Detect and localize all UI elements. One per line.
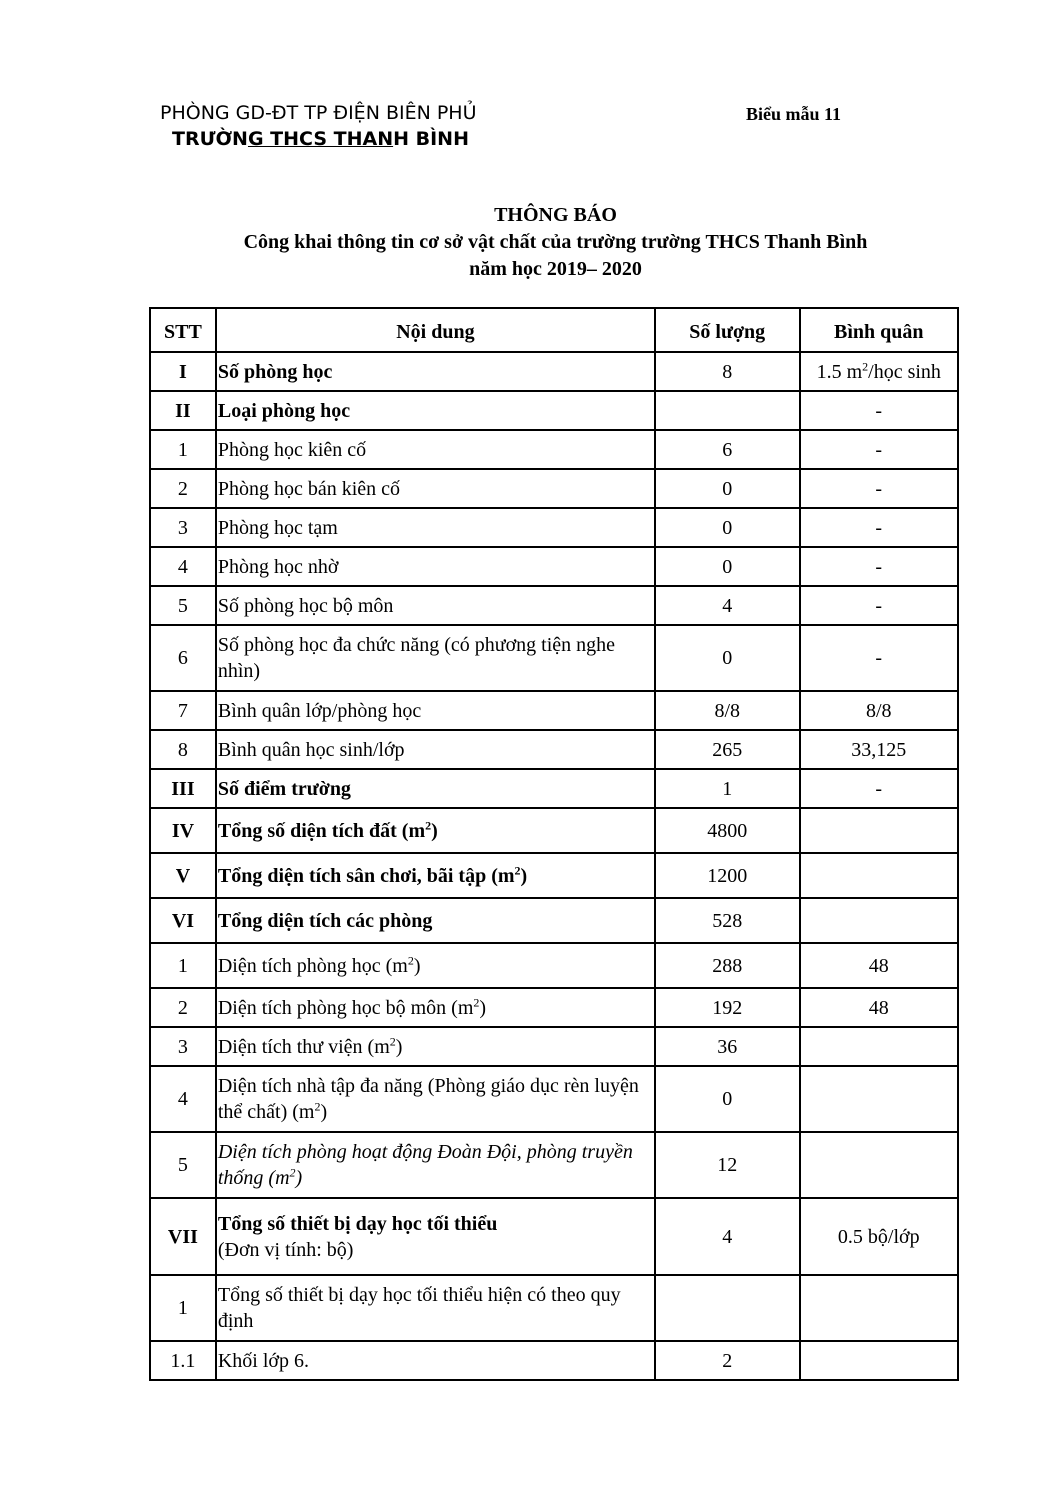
cell-content: [216, 943, 655, 988]
department-name: PHÒNG GD-ĐT TP ĐIỆN BIÊN PHỦ: [160, 102, 477, 124]
cell-quantity: 2: [655, 1341, 800, 1380]
cell-quantity: [655, 1275, 800, 1341]
cell-content: [216, 769, 655, 808]
average-text: 8/8: [865, 699, 892, 722]
table-row: [150, 988, 958, 1027]
content-text: Diện tích thư viện (m: [217, 1035, 390, 1058]
content-text: Tổng số diện tích đất (m: [217, 819, 426, 842]
cell-average: [800, 769, 959, 808]
content-text: Diện tích phòng học bộ môn (m: [217, 996, 474, 1019]
cell-quantity: 265: [655, 730, 800, 769]
table-row: [150, 943, 958, 988]
table-row: [150, 352, 958, 391]
average-text: -: [875, 555, 883, 578]
cell-average: [800, 730, 959, 769]
cell-quantity: 1200: [655, 853, 800, 898]
average-text: -: [875, 399, 883, 422]
content-suffix: ): [295, 1167, 303, 1189]
average-text: 0.5 bộ/lớp: [837, 1225, 920, 1248]
content-suffix: ): [520, 864, 528, 887]
cell-stt: 4: [150, 547, 216, 586]
cell-content: [216, 547, 655, 586]
table-row: [150, 586, 958, 625]
cell-average: [800, 1132, 959, 1198]
cell-stt: 4: [150, 1066, 216, 1132]
cell-content: [216, 1027, 655, 1066]
cell-quantity: [655, 391, 800, 430]
cell-content: [216, 1198, 655, 1275]
table-row: [150, 1132, 958, 1198]
table-row: [150, 853, 958, 898]
cell-quantity: 0: [655, 1066, 800, 1132]
cell-content: [216, 469, 655, 508]
superscript: 2: [407, 952, 414, 967]
average-text: -: [875, 477, 883, 500]
cell-average: [800, 547, 959, 586]
content-text: Bình quân học sinh/lớp: [217, 738, 405, 761]
superscript: 2: [389, 1033, 396, 1048]
content-text: Số phòng học: [217, 360, 333, 383]
cell-quantity: 288: [655, 943, 800, 988]
table-row: [150, 730, 958, 769]
cell-stt: 5: [150, 586, 216, 625]
cell-quantity: 8: [655, 352, 800, 391]
cell-content: [216, 808, 655, 853]
content-text: Số phòng học bộ môn: [217, 594, 394, 617]
title-subtitle: Công khai thông tin cơ sở vật chất của trường trường THCS Thanh Bình: [243, 231, 868, 253]
average-text: -: [875, 594, 883, 617]
table-header-row: [150, 308, 958, 352]
table-row: [150, 1027, 958, 1066]
average-text: 48: [868, 954, 889, 977]
table-row: [150, 391, 958, 430]
cell-average: [800, 1341, 959, 1380]
cell-content: [216, 853, 655, 898]
cell-average: [800, 853, 959, 898]
average-text: 48: [868, 996, 889, 1019]
cell-quantity: 12: [655, 1132, 800, 1198]
cell-average: [800, 1275, 959, 1341]
cell-average: [800, 625, 959, 691]
table-row: [150, 430, 958, 469]
form-label: Biểu mẫu 11: [746, 104, 842, 124]
average-text: 1.5 m: [816, 360, 863, 383]
cell-stt: II: [150, 391, 216, 430]
cell-stt: 5: [150, 1132, 216, 1198]
cell-stt: VII: [150, 1198, 216, 1275]
cell-average: [800, 391, 959, 430]
table-row: [150, 625, 958, 691]
cell-average: [800, 508, 959, 547]
content-text: Phòng học nhờ: [217, 555, 339, 578]
cell-quantity: 0: [655, 508, 800, 547]
cell-average: [800, 1027, 959, 1066]
superscript: 2: [425, 817, 432, 832]
column-header-stt: STT: [150, 308, 216, 352]
cell-stt: 1.1: [150, 1341, 216, 1380]
content-text: Phòng học kiên cố: [217, 438, 367, 461]
document-title: [0, 202, 1061, 283]
content-text: Tổng số thiết bị dạy học tối thiểu hiện có theo quy định: [217, 1284, 621, 1332]
cell-quantity: 36: [655, 1027, 800, 1066]
cell-average: [800, 1066, 959, 1132]
cell-quantity: 0: [655, 547, 800, 586]
table-row: [150, 508, 958, 547]
cell-average: [800, 469, 959, 508]
cell-stt: 2: [150, 469, 216, 508]
content-text: Tổng diện tích sân chơi, bãi tập (m: [217, 864, 515, 887]
issuing-authority: [160, 100, 477, 152]
cell-stt: 6: [150, 625, 216, 691]
table-row: [150, 1275, 958, 1341]
table-row: [150, 898, 958, 943]
cell-quantity: 0: [655, 469, 800, 508]
content-suffix: ): [320, 1101, 328, 1123]
content-suffix: ): [479, 996, 487, 1019]
cell-content: [216, 586, 655, 625]
school-name: [160, 126, 477, 152]
average-text: -: [875, 777, 883, 800]
cell-content: [216, 730, 655, 769]
school-name-part: H BÌNH: [393, 128, 469, 150]
superscript: 2: [473, 994, 480, 1009]
table-row: [150, 808, 958, 853]
column-header-average: Bình quân: [800, 308, 959, 352]
cell-quantity: 4800: [655, 808, 800, 853]
cell-stt: 3: [150, 1027, 216, 1066]
cell-average: [800, 586, 959, 625]
column-header-quantity: Số lượng: [655, 308, 800, 352]
school-name-part: TRƯỜN: [172, 128, 248, 150]
average-suffix: /học sinh: [868, 360, 941, 383]
cell-content: [216, 625, 655, 691]
cell-quantity: 0: [655, 625, 800, 691]
table-row: [150, 1198, 958, 1275]
cell-quantity: 4: [655, 586, 800, 625]
content-text: Phòng học bán kiên cố: [217, 477, 401, 500]
cell-average: [800, 943, 959, 988]
cell-stt: 1: [150, 1275, 216, 1341]
content-text: Loại phòng học: [217, 399, 351, 422]
cell-content: [216, 898, 655, 943]
cell-quantity: 192: [655, 988, 800, 1027]
content-text: Bình quân lớp/phòng học: [217, 699, 422, 722]
cell-average: [800, 1198, 959, 1275]
cell-stt: 8: [150, 730, 216, 769]
content-text: Khối lớp 6.: [217, 1349, 309, 1372]
cell-content: [216, 691, 655, 730]
table-row: [150, 1066, 958, 1132]
title-school-year: năm học 2019– 2020: [469, 258, 642, 280]
cell-quantity: 4: [655, 1198, 800, 1275]
cell-stt: 3: [150, 508, 216, 547]
average-text: 33,125: [851, 738, 907, 761]
cell-content: [216, 508, 655, 547]
table-row: [150, 769, 958, 808]
content-text: Phòng học tạm: [217, 516, 338, 539]
content-text: Tổng diện tích các phòng: [217, 909, 433, 932]
superscript: 2: [314, 1099, 321, 1114]
cell-content: [216, 1066, 655, 1132]
cell-quantity: 6: [655, 430, 800, 469]
cell-quantity: 8/8: [655, 691, 800, 730]
table-row: [150, 547, 958, 586]
cell-content: [216, 1275, 655, 1341]
cell-content: [216, 1132, 655, 1198]
cell-stt: V: [150, 853, 216, 898]
table-row: [150, 1341, 958, 1380]
cell-stt: IV: [150, 808, 216, 853]
content-suffix: ): [431, 819, 438, 842]
cell-average: [800, 430, 959, 469]
average-text: -: [875, 438, 883, 461]
content-text: Số phòng học đa chức năng (có phương tiện nghe nhìn): [217, 634, 616, 682]
content-text: Tổng số thiết bị dạy học tối thiểu: [217, 1212, 498, 1235]
cell-content: [216, 988, 655, 1027]
cell-quantity: 528: [655, 898, 800, 943]
title-heading: THÔNG BÁO: [494, 204, 617, 226]
cell-content: [216, 391, 655, 430]
table-row: [150, 691, 958, 730]
cell-content: [216, 352, 655, 391]
content-text: Số điểm trường: [217, 777, 351, 800]
content-suffix: ): [413, 954, 421, 977]
column-header-content: Nội dung: [216, 308, 655, 352]
table-row: [150, 469, 958, 508]
content-text: Diện tích phòng hoạt động Đoàn Đội, phòng truyền thống (m: [217, 1141, 633, 1189]
cell-stt: I: [150, 352, 216, 391]
content-note: (Đơn vị tính: bộ): [217, 1238, 354, 1261]
cell-stt: 1: [150, 943, 216, 988]
cell-quantity: 1: [655, 769, 800, 808]
content-text: Diện tích phòng học (m: [217, 954, 408, 977]
cell-stt: III: [150, 769, 216, 808]
cell-stt: 7: [150, 691, 216, 730]
facilities-table: [149, 307, 959, 1381]
superscript: 2: [514, 862, 521, 877]
superscript: 2: [289, 1165, 296, 1180]
average-text: -: [875, 647, 883, 669]
cell-stt: 2: [150, 988, 216, 1027]
cell-stt: 1: [150, 430, 216, 469]
content-text: Diện tích nhà tập đa năng (Phòng giáo dục rèn luyện thể chất) (m: [217, 1075, 639, 1123]
cell-average: [800, 691, 959, 730]
cell-stt: VI: [150, 898, 216, 943]
school-name-underlined: G THCS THAN: [247, 128, 394, 150]
cell-content: [216, 1341, 655, 1380]
cell-average: [800, 898, 959, 943]
average-text: -: [875, 516, 883, 539]
content-suffix: ): [395, 1035, 403, 1058]
cell-average: [800, 808, 959, 853]
superscript: 2: [862, 358, 869, 373]
cell-average: [800, 988, 959, 1027]
cell-content: [216, 430, 655, 469]
cell-average: [800, 352, 959, 391]
